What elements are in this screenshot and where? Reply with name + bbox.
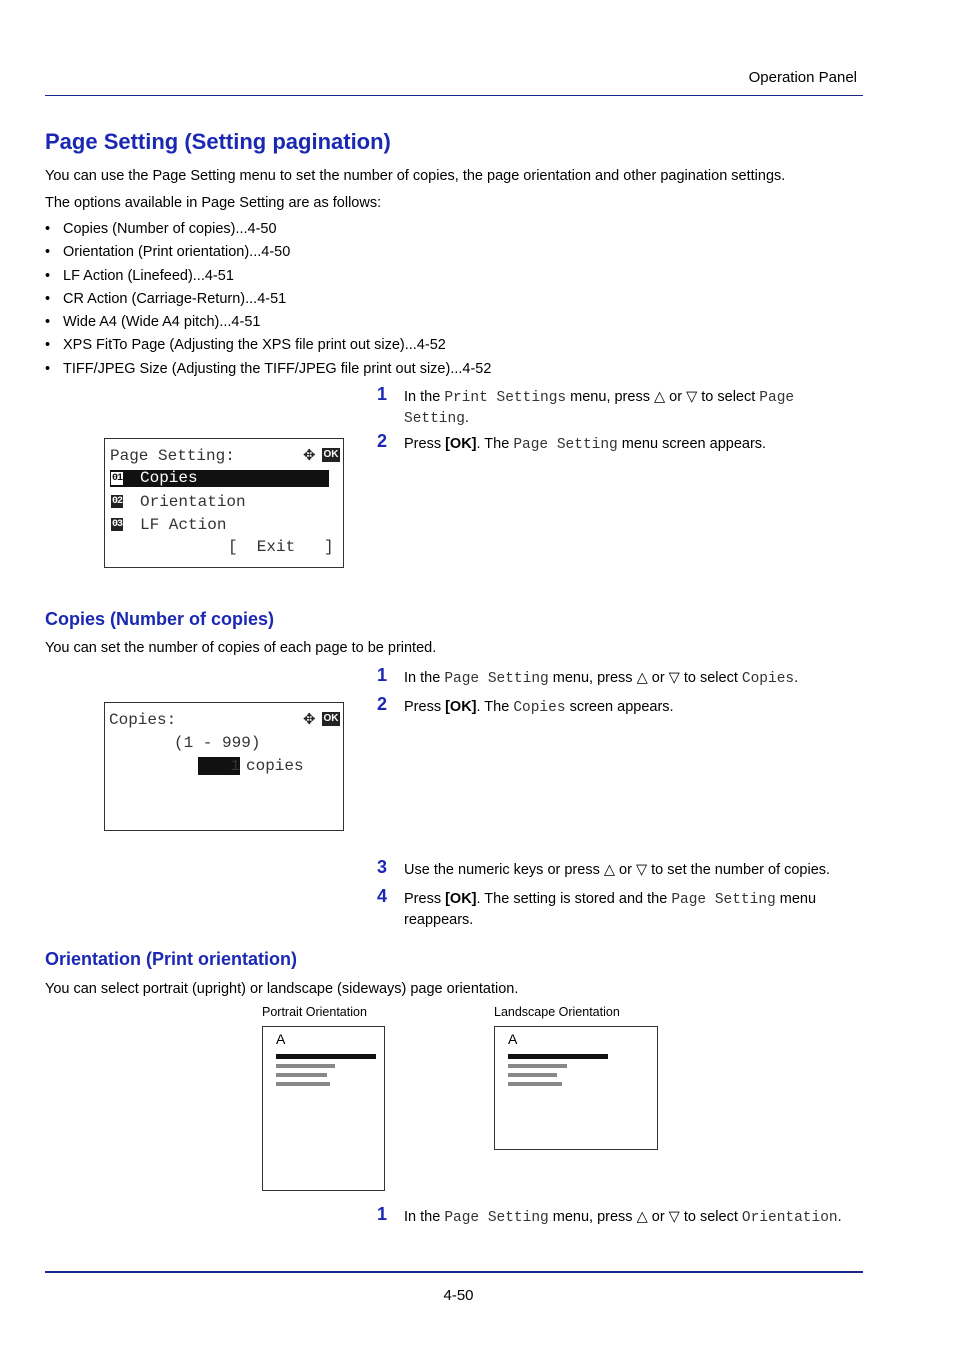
lcd-item-label: Copies [140, 469, 198, 487]
step-number: 1 [377, 665, 388, 685]
lcd-exit-softkey[interactable]: [ Exit ] [228, 538, 334, 556]
copies-step-2: 2 Press [OK]. The Copies screen appears. [377, 694, 674, 716]
list-item: • Wide A4 (Wide A4 pitch)...4-51 [45, 313, 491, 336]
step-1: 1 In the Print Settings menu, press △ or ▽ to select Page Setting. [377, 384, 795, 427]
navigation-arrows-icon: ✥ [303, 447, 316, 464]
item-number-badge: 03 [112, 519, 123, 530]
text-line [276, 1064, 335, 1068]
portrait-page-illustration [262, 1026, 385, 1191]
list-item: • TIFF/JPEG Size (Adjusting the TIFF/JPEG file print out size)...4-52 [45, 360, 491, 383]
landscape-page-illustration [494, 1026, 658, 1150]
lcd-copies [104, 702, 344, 831]
list-item: • LF Action (Linefeed)...4-51 [45, 267, 491, 290]
options-list [45, 220, 491, 383]
ok-icon: OK [323, 713, 339, 724]
lcd-range: (1 - 999) [174, 734, 261, 752]
text-line [508, 1064, 567, 1068]
orientation-desc: You can select portrait (upright) or landscape (sideways) page orientation. [45, 981, 519, 997]
step-number: 2 [377, 431, 388, 451]
page-number: 4-50 [443, 1287, 474, 1304]
copies-step-3: 3 Use the numeric keys or press △ or ▽ to set the number of copies. [377, 857, 831, 878]
running-header: Operation Panel [748, 69, 857, 86]
options-intro: The options available in Page Setting are as follows: [45, 195, 382, 211]
lcd-unit: copies [246, 757, 304, 775]
page-title: Page Setting (Setting pagination) [45, 129, 391, 154]
list-item: • Orientation (Print orientation)...4-50 [45, 243, 491, 266]
step-number: 4 [377, 886, 388, 906]
item-number-badge: 01 [112, 473, 123, 484]
text-line [508, 1054, 608, 1059]
lcd-selected-row[interactable] [110, 470, 329, 487]
text-line [508, 1073, 557, 1077]
text-line [508, 1082, 562, 1086]
sample-letter: A [276, 1031, 286, 1047]
header-rule [45, 95, 863, 96]
text-line [276, 1073, 327, 1077]
text-line [276, 1082, 330, 1086]
list-item: • XPS FitTo Page (Adjusting the XPS file print out size)...4-52 [45, 336, 491, 359]
step-number: 2 [377, 694, 388, 714]
step-number: 1 [377, 384, 388, 404]
intro-text: You can use the Page Setting menu to set the number of copies, the page orientation and other pagination settings. [45, 168, 786, 184]
copies-heading: Copies (Number of copies) [45, 609, 275, 629]
sample-letter: A [508, 1031, 518, 1047]
list-item: • CR Action (Carriage-Return)...4-51 [45, 290, 491, 313]
orientation-heading: Orientation (Print orientation) [45, 949, 297, 969]
step-2: 2 Press [OK]. The Page Setting menu screen appears. [377, 431, 767, 453]
lcd-title: Copies: [109, 711, 177, 729]
list-item: • Copies (Number of copies)...4-50 [45, 220, 491, 243]
step-number: 1 [377, 1204, 388, 1224]
navigation-arrows-icon: ✥ [303, 711, 316, 728]
step-number: 3 [377, 857, 388, 877]
copies-value-field[interactable]: 1 [198, 757, 240, 775]
portrait-label: Portrait Orientation [262, 1005, 367, 1019]
copies-desc: You can set the number of copies of each page to be printed. [45, 640, 437, 656]
landscape-label: Landscape Orientation [494, 1005, 620, 1019]
footer-rule [45, 1271, 863, 1273]
ok-icon: OK [323, 449, 339, 460]
lcd-title: Page Setting: [110, 447, 235, 465]
lcd-item-label[interactable]: Orientation [140, 493, 246, 511]
lcd-item-label[interactable]: LF Action [140, 516, 227, 534]
orientation-step-1: 1 In the Page Setting menu, press △ or ▽ to select Orientation. [377, 1204, 842, 1226]
copies-step-4: 4 Press [OK]. The setting is stored and the Page Setting menu reappears. [377, 886, 817, 928]
copies-step-1: 1 In the Page Setting menu, press △ or ▽ to select Copies. [377, 665, 799, 687]
item-number-badge: 02 [112, 496, 123, 507]
lcd-page-setting [104, 438, 344, 568]
text-line [276, 1054, 376, 1059]
